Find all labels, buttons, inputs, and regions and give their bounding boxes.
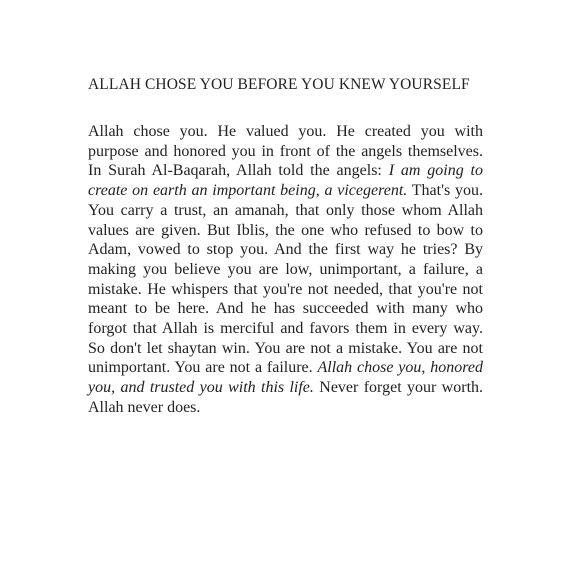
emphasis-italic-run: Allah chose you, honored you, and trusted you with this life. [88,359,483,397]
text-run: That's you. You carry a trust, an amanah, that only those whom Allah values are given. But Iblis, the one who refused to bow to Adam, vowed to stop you. And the first way he tries? By making you believe you are low, unimportant, a failure, a mistake. He whispers that you're not needed, that you're not meant to be here. And he has succeeded with many who forgot that Allah is merciful and favors them in every way. So don't let shaytan win. You are not a mistake. You are not unimportant. You are not a failure. [88,182,483,377]
body-paragraph [88,122,483,418]
text-run: Never forget your worth. Allah never does. [88,379,484,416]
page-title: ALLAH CHOSE YOU BEFORE YOU KNEW YOURSELF [88,76,470,93]
quote-italic-run: I am going to create on earth an important being, a vicegerent. [88,162,483,200]
text-run: Allah chose you. He valued you. He created you with purpose and honored you in front of the angels themselves. In Surah Al-Baqarah, Allah told the angels: [88,123,483,180]
